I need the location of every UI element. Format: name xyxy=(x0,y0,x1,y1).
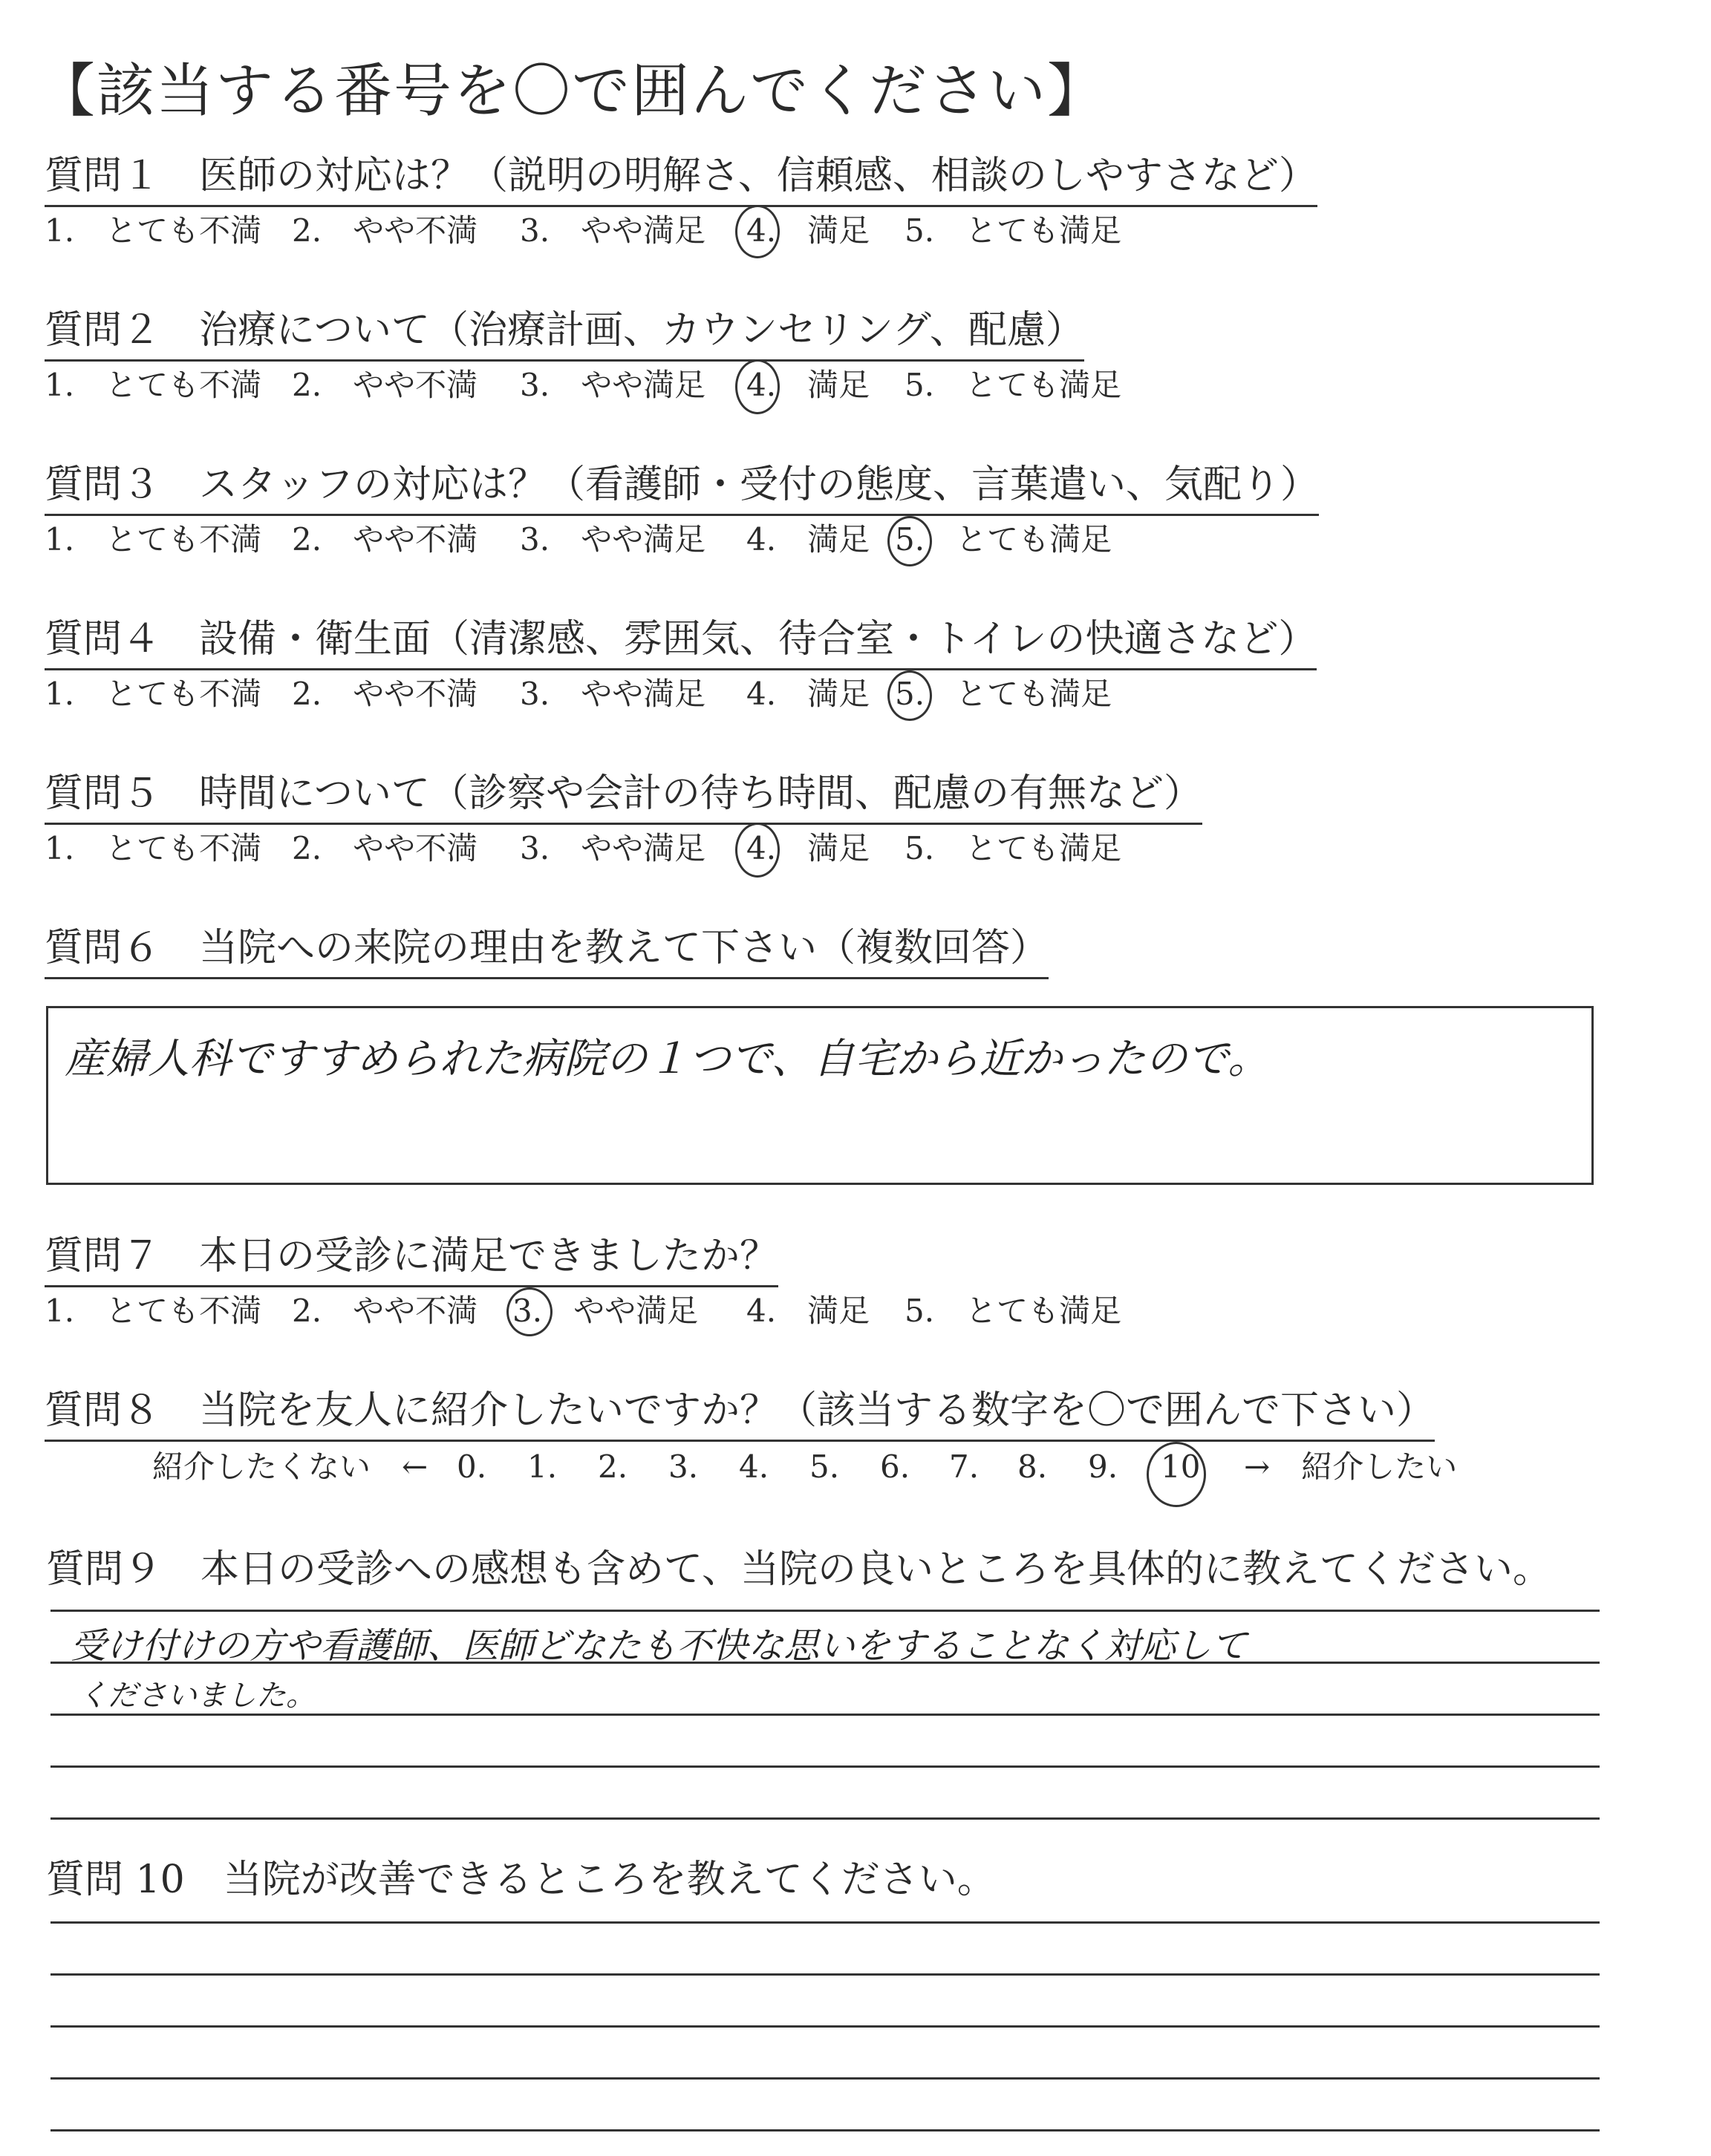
selected-answer-circle xyxy=(735,359,780,414)
option-1[interactable]: 1. とても不満 xyxy=(45,830,262,866)
answer-line xyxy=(50,2077,1600,2080)
option-1[interactable]: 1. とても不満 xyxy=(45,521,262,558)
q8-number-8[interactable]: 8. xyxy=(1017,1448,1048,1485)
option-2[interactable]: 2. やや不満 xyxy=(292,830,478,866)
q8-number-6[interactable]: 6. xyxy=(880,1448,910,1485)
option-2[interactable]: 2. やや不満 xyxy=(292,676,478,712)
selected-answer-circle xyxy=(1147,1442,1206,1507)
selected-answer-circle xyxy=(735,205,780,258)
option-1[interactable]: 1. とても不満 xyxy=(45,676,262,712)
question-5-title: 質問５ 時間について（診察や会計の待ち時間、配慮の有無など） xyxy=(45,770,1202,825)
option-4[interactable]: 4. 満足 xyxy=(746,212,870,249)
selected-answer-circle xyxy=(887,670,932,721)
selected-answer-circle xyxy=(887,516,932,566)
answer-line xyxy=(50,1765,1600,1768)
option-5[interactable]: 5. とても満足 xyxy=(905,830,1122,866)
question-9-title: 質問９ 本日の受診への感想も含めて、当院の良いところを具体的に教えてください。 xyxy=(46,1547,1551,1592)
question-6-title: 質問６ 当院への来院の理由を教えて下さい（複数回答） xyxy=(45,924,1049,979)
option-3[interactable]: 3. やや満足 xyxy=(520,830,706,866)
question-2-options xyxy=(0,367,1711,414)
q8-number-9[interactable]: 9. xyxy=(1088,1448,1118,1485)
question-7-options xyxy=(0,1293,1711,1340)
question-4-options xyxy=(0,676,1711,723)
question-4-title: 質問４ 設備・衛生面（清潔感、雰囲気、待合室・トイレの快適さなど） xyxy=(45,615,1317,670)
form-header: 【該当する番号を〇で囲んでください】 xyxy=(37,58,1107,125)
option-2[interactable]: 2. やや不満 xyxy=(292,521,478,558)
option-4[interactable]: 4. 満足 xyxy=(746,830,870,866)
answer-line xyxy=(50,1973,1600,1976)
option-3[interactable]: 3. やや満足 xyxy=(520,521,706,558)
option-4[interactable]: 4. 満足 xyxy=(746,676,870,712)
answer-line xyxy=(50,1921,1600,1924)
question-1-options xyxy=(0,212,1711,260)
q8-number-2[interactable]: 2. xyxy=(598,1448,628,1485)
question-2-title: 質問２ 治療について（治療計画、カウンセリング、配慮） xyxy=(45,307,1084,362)
selected-answer-circle xyxy=(735,823,780,878)
q8-number-10[interactable]: 10 xyxy=(1161,1448,1201,1485)
question-1-title: 質問１ 医師の対応は？（説明の明解さ、信頼感、相談のしやすさなど） xyxy=(45,152,1317,207)
answer-line xyxy=(50,1610,1600,1612)
option-5[interactable]: 5. とても満足 xyxy=(905,1293,1122,1329)
answer-line xyxy=(50,1817,1600,1820)
q8-number-7[interactable]: 7. xyxy=(949,1448,980,1485)
q6-handwritten-answer: 産婦人科ですすめられた病院の１つで、自宅から近かったので。 xyxy=(65,1035,1270,1083)
option-5[interactable]: 5. とても満足 xyxy=(905,212,1122,249)
option-2[interactable]: 2. やや不満 xyxy=(292,367,478,403)
q8-scale-row xyxy=(0,1448,1711,1496)
option-4[interactable]: 4. 満足 xyxy=(746,521,870,558)
q6-answer-box[interactable] xyxy=(46,1006,1594,1185)
answer-line xyxy=(50,2025,1600,2028)
question-10-title: 質問 10 当院が改善できるところを教えてください。 xyxy=(46,1858,996,1902)
option-3[interactable]: 3. やや満足 xyxy=(512,1293,699,1329)
option-5[interactable]: 5. とても満足 xyxy=(895,521,1112,558)
question-3-title: 質問３ スタッフの対応は？（看護師・受付の態度、言葉遣い、気配り） xyxy=(45,461,1319,516)
selected-answer-circle xyxy=(506,1287,553,1336)
option-3[interactable]: 3. やや満足 xyxy=(520,212,706,249)
option-1[interactable]: 1. とても不満 xyxy=(45,367,262,403)
q9-handwritten-line-1: 受け付けの方や看護師、医師どなたも不快な思いをすることなく対応して xyxy=(71,1625,1248,1667)
option-4[interactable]: 4. 満足 xyxy=(746,367,870,403)
q8-number-3[interactable]: 3. xyxy=(668,1448,699,1485)
q8-left-label: 紹介したくない ← xyxy=(152,1448,428,1485)
option-1[interactable]: 1. とても不満 xyxy=(45,1293,262,1329)
question-3-options xyxy=(0,521,1711,569)
q8-number-4[interactable]: 4. xyxy=(739,1448,769,1485)
q8-right-label: → 紹介したい xyxy=(1244,1448,1458,1485)
option-4[interactable]: 4. 満足 xyxy=(746,1293,870,1329)
option-5[interactable]: 5. とても満足 xyxy=(895,676,1112,712)
option-2[interactable]: 2. やや不満 xyxy=(292,212,478,249)
q9-handwritten-line-2: くださいました。 xyxy=(78,1679,316,1713)
option-2[interactable]: 2. やや不満 xyxy=(292,1293,478,1329)
question-7-title: 質問７ 本日の受診に満足できましたか？ xyxy=(45,1232,778,1287)
option-1[interactable]: 1. とても不満 xyxy=(45,212,262,249)
q8-number-1[interactable]: 1. xyxy=(527,1448,558,1485)
option-5[interactable]: 5. とても満足 xyxy=(905,367,1122,403)
q8-number-0[interactable]: 0. xyxy=(457,1448,487,1485)
option-3[interactable]: 3. やや満足 xyxy=(520,367,706,403)
question-8-title: 質問８ 当院を友人に紹介したいですか？（該当する数字を〇で囲んで下さい） xyxy=(45,1387,1435,1442)
question-5-options xyxy=(0,830,1711,878)
answer-line xyxy=(50,2129,1600,2132)
q8-number-5[interactable]: 5. xyxy=(809,1448,840,1485)
option-3[interactable]: 3. やや満足 xyxy=(520,676,706,712)
